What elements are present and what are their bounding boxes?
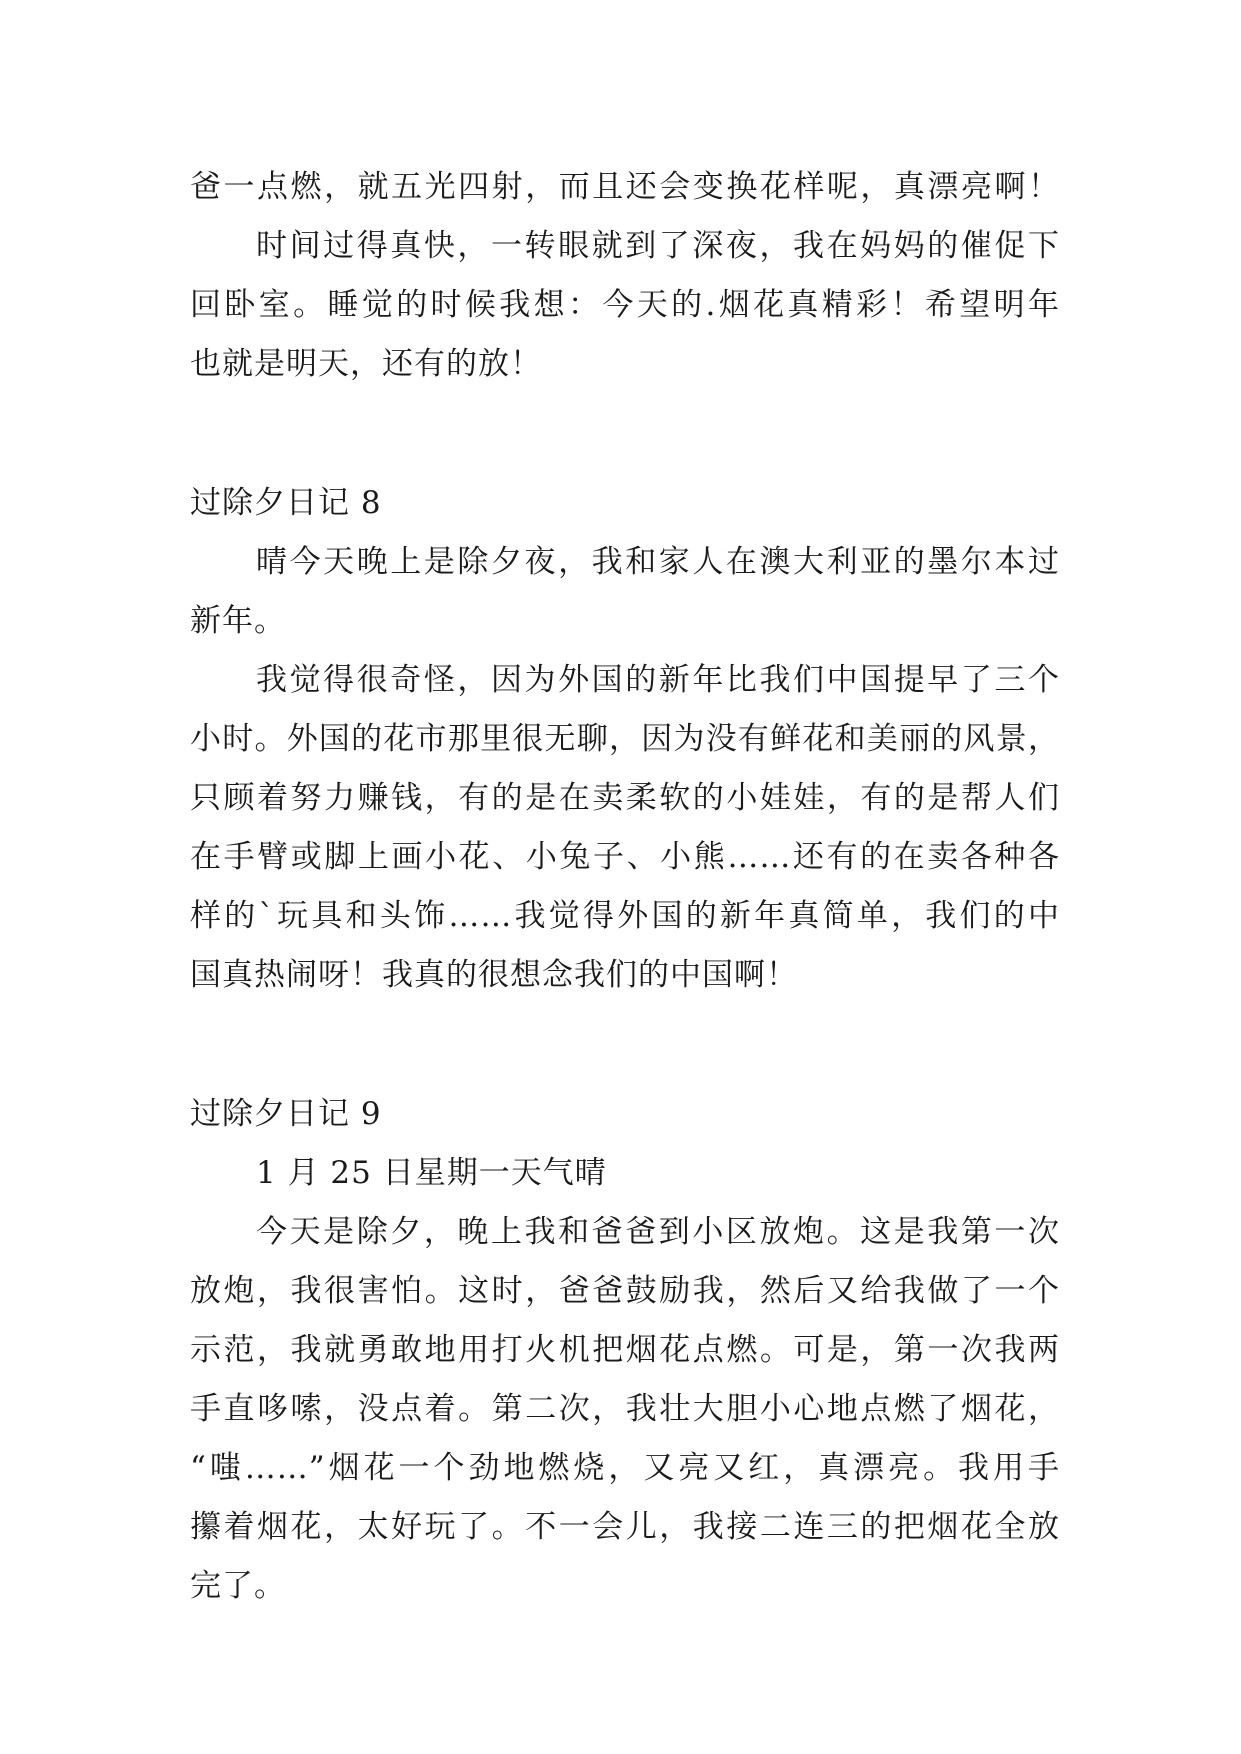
text-line: 爸一点燃，就五光四射，而且还会变换花样呢，真漂亮啊！ <box>190 169 1060 205</box>
date-line: 1 月 25 日星期一天气晴 <box>256 1155 607 1191</box>
section-heading-8: 过除夕日记 8 <box>190 485 382 521</box>
text-line: 手直哆嗦，没点着。第二次，我壮大胆小心地点燃了烟花， <box>190 1391 1060 1427</box>
section-heading-9: 过除夕日记 9 <box>190 1096 382 1132</box>
text-line: 新年。 <box>190 603 286 639</box>
section-gap <box>190 1005 1060 1085</box>
text-line: 示范，我就勇敢地用打火机把烟花点燃。可是，第一次我两 <box>190 1332 1060 1368</box>
text-line: 今天是除夕，晚上我和爸爸到小区放炮。这是我第一次 <box>256 1214 1060 1250</box>
text-line: 国真热闹呀！我真的很想念我们的中国啊！ <box>190 957 798 993</box>
text-line: 完了。 <box>190 1568 286 1604</box>
text-line: 攥着烟花，太好玩了。不一会儿，我接二连三的把烟花全放 <box>190 1509 1060 1545</box>
text-line: 回卧室。睡觉的时候我想：今天的.烟花真精彩！希望明年 <box>190 287 1060 323</box>
text-line: 在手臂或脚上画小花、小兔子、小熊……还有的在卖各种各 <box>190 839 1060 875</box>
text-line: 也就是明天，还有的放！ <box>190 346 542 382</box>
section-gap <box>190 394 1060 474</box>
text-line: 放炮，我很害怕。这时，爸爸鼓励我，然后又给我做了一个 <box>190 1273 1060 1309</box>
document-page <box>190 158 1060 1616</box>
text-line: 我觉得很奇怪，因为外国的新年比我们中国提早了三个 <box>256 662 1060 698</box>
text-line: 晴今天晚上是除夕夜，我和家人在澳大利亚的墨尔本过 <box>256 544 1060 580</box>
text-line: 时间过得真快，一转眼就到了深夜，我在妈妈的催促下 <box>256 228 1060 264</box>
text-line: 只顾着努力赚钱，有的是在卖柔软的小娃娃，有的是帮人们 <box>190 780 1060 816</box>
text-line: “嗤……”烟花一个劲地燃烧，又亮又红，真漂亮。我用手 <box>190 1450 1060 1486</box>
text-line: 小时。外国的花市那里很无聊，因为没有鲜花和美丽的风景， <box>190 721 1060 757</box>
text-line: 样的`玩具和头饰……我觉得外国的新年真简单，我们的中 <box>190 898 1060 934</box>
